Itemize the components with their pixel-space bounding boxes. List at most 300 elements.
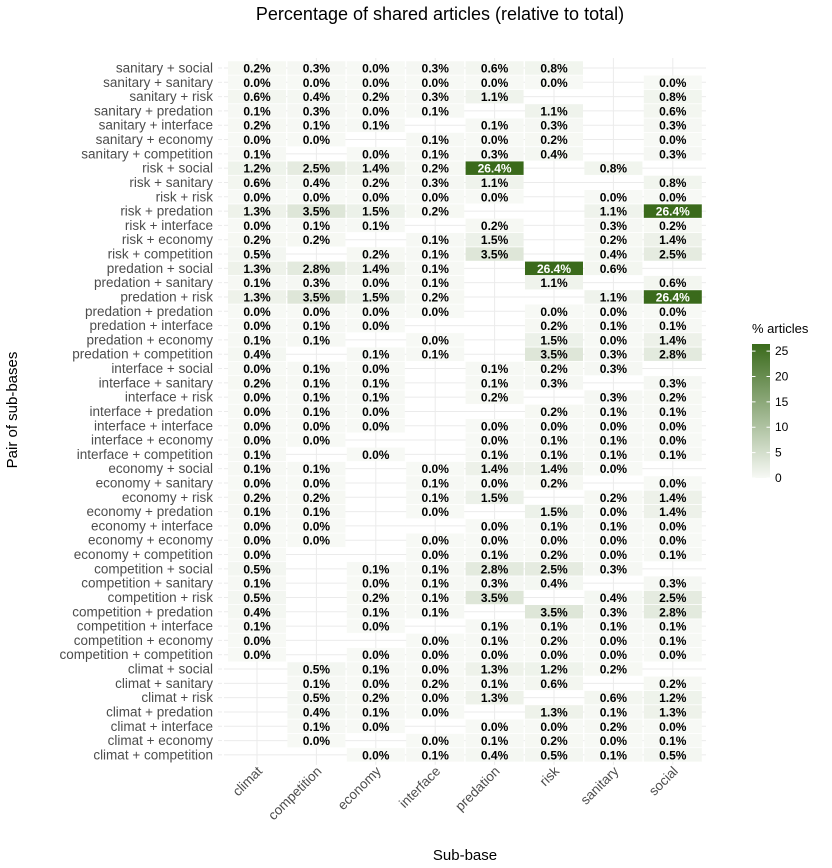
row-label: predation + social xyxy=(106,260,213,276)
cell-label: 0.1% xyxy=(540,433,568,448)
cell-label: 0.1% xyxy=(480,633,509,648)
cell-label: 0.0% xyxy=(540,75,568,90)
cell-label: 0.0% xyxy=(243,75,271,90)
cell-label: 0.0% xyxy=(421,648,449,663)
cell-label: 1.3% xyxy=(243,261,271,276)
row-label: risk + sanitary xyxy=(129,174,213,190)
cell-label: 0.1% xyxy=(659,633,687,648)
cell-label: 0.1% xyxy=(480,118,509,133)
cell-label: 0.0% xyxy=(243,648,271,663)
cell-label: 0.0% xyxy=(659,476,687,491)
cell-label: 0.1% xyxy=(243,462,271,477)
cell-label: 0.0% xyxy=(302,304,331,319)
cell-label: 0.1% xyxy=(362,605,390,620)
cell-label: 0.2% xyxy=(243,490,271,505)
cell-label: 0.1% xyxy=(480,376,509,391)
cell-label: 0.0% xyxy=(659,190,687,205)
row-label: competition + interface xyxy=(76,618,213,634)
cell-label: 0.0% xyxy=(540,419,568,434)
cell-label: 0.6% xyxy=(599,261,628,276)
cell-label: 0.0% xyxy=(362,404,390,419)
cell-label: 3.5% xyxy=(480,590,509,605)
cell-label: 0.0% xyxy=(243,133,271,148)
cell-label: 0.1% xyxy=(480,619,509,634)
cell-label: 2.5% xyxy=(540,562,568,577)
cell-label: 0.1% xyxy=(302,390,331,405)
cell-label: 0.4% xyxy=(599,247,628,262)
cell-label: 0.0% xyxy=(659,419,687,434)
cell-label: 0.1% xyxy=(421,147,449,162)
cell-label: 0.1% xyxy=(302,462,331,477)
cell-label: 0.1% xyxy=(421,605,449,620)
cell-label: 0.5% xyxy=(243,562,271,577)
cell-label: 0.0% xyxy=(540,304,568,319)
row-label: climat + competition xyxy=(93,747,213,763)
cell-label: 0.0% xyxy=(362,447,390,462)
legend-tick-label: 5 xyxy=(775,445,782,460)
cell-label: 0.0% xyxy=(480,648,509,663)
cell-label: 0.1% xyxy=(659,404,687,419)
cell-label: 0.1% xyxy=(421,104,449,119)
cell-label: 0.1% xyxy=(302,404,331,419)
cell-label: 0.3% xyxy=(480,576,509,591)
cell-label: 0.0% xyxy=(362,147,390,162)
cell-label: 0.0% xyxy=(659,519,687,534)
cell-label: 0.1% xyxy=(480,362,509,377)
cell-label: 0.2% xyxy=(421,290,449,305)
cell-label: 0.0% xyxy=(421,691,449,706)
y-axis-tick-labels xyxy=(60,61,222,763)
row-label: interface + predation xyxy=(89,403,213,419)
cell-label: 2.5% xyxy=(659,247,687,262)
cell-label: 0.4% xyxy=(302,90,331,105)
cell-label: 2.5% xyxy=(302,161,331,176)
cell-label: 1.4% xyxy=(659,333,687,348)
cell-label: 0.0% xyxy=(243,390,271,405)
cell-label: 0.3% xyxy=(599,390,628,405)
cell-label: 0.0% xyxy=(362,619,390,634)
cell-label: 0.3% xyxy=(599,605,628,620)
cell-label: 0.0% xyxy=(421,548,449,563)
cell-label: 3.5% xyxy=(540,605,568,620)
cell-label: 0.2% xyxy=(362,247,390,262)
row-label: economy + sanitary xyxy=(95,475,213,491)
cell-label: 0.1% xyxy=(243,576,271,591)
cell-label: 0.3% xyxy=(659,118,687,133)
cell-label: 0.0% xyxy=(421,75,449,90)
cell-label: 2.8% xyxy=(659,605,687,620)
cell-label: 1.2% xyxy=(243,161,271,176)
cell-label: 0.1% xyxy=(659,319,687,334)
cell-label: 0.2% xyxy=(599,490,628,505)
cell-label: 1.2% xyxy=(540,662,568,677)
cell-label: 0.0% xyxy=(421,333,449,348)
cell-label: 0.0% xyxy=(480,433,509,448)
cell-label: 1.5% xyxy=(480,233,509,248)
cell-label: 0.0% xyxy=(243,519,271,534)
cell-label: 1.4% xyxy=(362,161,390,176)
row-label: economy + predation xyxy=(86,504,213,520)
cell-label: 0.0% xyxy=(659,433,687,448)
cell-label: 0.1% xyxy=(243,619,271,634)
cell-label: 0.0% xyxy=(659,75,687,90)
cell-label: 0.2% xyxy=(540,319,568,334)
cell-label: 0.6% xyxy=(540,676,568,691)
cell-label: 0.1% xyxy=(480,676,509,691)
cell-label: 0.2% xyxy=(599,662,628,677)
cell-label: 0.4% xyxy=(243,347,271,362)
cell-label: 0.0% xyxy=(302,519,331,534)
cell-label: 0.1% xyxy=(659,447,687,462)
cell-label: 0.8% xyxy=(659,90,687,105)
cell-label: 0.0% xyxy=(302,190,331,205)
cell-label: 0.2% xyxy=(659,390,687,405)
cell-label: 0.5% xyxy=(302,662,331,677)
cell-label: 0.1% xyxy=(599,748,628,763)
cell-label: 1.3% xyxy=(540,705,568,720)
cell-label: 0.5% xyxy=(243,590,271,605)
cell-label: 0.0% xyxy=(659,719,687,734)
cell-label: 0.3% xyxy=(599,562,628,577)
row-label: interface + sanitary xyxy=(98,375,213,391)
cell-label: 0.1% xyxy=(243,104,271,119)
cell-label: 0.0% xyxy=(421,462,449,477)
row-label: risk + risk xyxy=(155,189,213,205)
cell-label: 0.2% xyxy=(659,676,687,691)
cell-label: 0.1% xyxy=(421,233,449,248)
cell-label: 0.0% xyxy=(243,533,271,548)
cell-label: 0.1% xyxy=(362,118,390,133)
cell-label: 0.6% xyxy=(243,90,271,105)
row-label: climat + interface xyxy=(110,718,213,734)
cell-label: 0.1% xyxy=(421,347,449,362)
row-label: climat + predation xyxy=(106,704,213,720)
cell-label: 2.8% xyxy=(659,347,687,362)
cell-label: 1.1% xyxy=(599,290,628,305)
cell-label: 3.5% xyxy=(540,347,568,362)
row-label: climat + risk xyxy=(141,690,213,706)
legend-tick-label: 0 xyxy=(775,471,782,485)
cell-label: 2.8% xyxy=(480,562,509,577)
cell-label: 0.1% xyxy=(599,319,628,334)
cell-label: 0.0% xyxy=(540,533,568,548)
cell-label: 0.0% xyxy=(599,633,628,648)
cell-label: 1.4% xyxy=(362,261,390,276)
cell-label: 2.5% xyxy=(659,590,687,605)
cell-label: 0.0% xyxy=(362,61,390,76)
row-label: risk + social xyxy=(142,160,213,176)
cell-label: 0.4% xyxy=(302,705,331,720)
cell-label: 0.0% xyxy=(659,133,687,148)
cell-label: 0.1% xyxy=(421,590,449,605)
row-label: sanitary + competition xyxy=(81,146,213,162)
cell-label: 0.0% xyxy=(480,519,509,534)
cell-label: 0.6% xyxy=(243,175,271,190)
cell-label: 1.3% xyxy=(659,705,687,720)
column-label: interface xyxy=(396,763,444,811)
cell-label: 0.2% xyxy=(599,719,628,734)
cell-label: 0.0% xyxy=(362,362,390,377)
cell-label: 0.1% xyxy=(362,376,390,391)
y-axis-title: Pair of sub-bases xyxy=(4,351,21,469)
cell-label: 0.1% xyxy=(599,519,628,534)
cell-label: 1.4% xyxy=(540,462,568,477)
cell-label: 0.1% xyxy=(362,705,390,720)
row-label: predation + predation xyxy=(85,303,213,319)
cell-label: 0.4% xyxy=(540,147,568,162)
row-label: risk + interface xyxy=(124,217,213,233)
cell-label: 0.2% xyxy=(302,233,331,248)
cell-label: 0.1% xyxy=(599,447,628,462)
cell-label: 0.1% xyxy=(599,619,628,634)
row-label: risk + economy xyxy=(121,232,213,248)
cell-label: 0.0% xyxy=(302,133,331,148)
cell-label: 0.4% xyxy=(243,605,271,620)
cell-label: 0.3% xyxy=(540,118,568,133)
column-label: predation xyxy=(452,763,503,814)
cell-label: 0.1% xyxy=(659,619,687,634)
cell-label: 0.0% xyxy=(599,648,628,663)
cell-label: 0.0% xyxy=(421,190,449,205)
cell-label: 0.1% xyxy=(362,347,390,362)
cell-label: 0.1% xyxy=(599,404,628,419)
cell-label: 1.5% xyxy=(362,290,390,305)
cell-label: 0.0% xyxy=(421,505,449,520)
cell-label: 26.4% xyxy=(655,290,690,305)
cell-label: 0.1% xyxy=(302,719,331,734)
cell-label: 0.2% xyxy=(540,734,568,749)
legend-colorbar xyxy=(752,344,770,478)
cell-label: 0.0% xyxy=(599,190,628,205)
cell-label: 0.1% xyxy=(302,362,331,377)
cell-label: 0.0% xyxy=(302,533,331,548)
row-label: economy + economy xyxy=(88,532,213,548)
cell-label: 0.0% xyxy=(659,533,687,548)
cell-label: 0.1% xyxy=(362,662,390,677)
cell-label: 0.0% xyxy=(362,748,390,763)
row-label: competition + sanitary xyxy=(81,575,213,591)
cell-label: 1.4% xyxy=(659,505,687,520)
cell-label: 0.1% xyxy=(302,218,331,233)
cell-label: 0.2% xyxy=(421,676,449,691)
cell-label: 0.3% xyxy=(659,376,687,391)
cell-label: 0.0% xyxy=(243,190,271,205)
cell-label: 1.1% xyxy=(540,276,568,291)
cell-label: 0.6% xyxy=(659,276,687,291)
cell-label: 0.0% xyxy=(362,719,390,734)
cell-label: 0.0% xyxy=(362,104,390,119)
row-label: predation + interface xyxy=(89,318,213,334)
cell-label: 0.2% xyxy=(599,233,628,248)
cell-label: 0.0% xyxy=(302,419,331,434)
cell-label: 0.2% xyxy=(421,204,449,219)
column-label: social xyxy=(645,763,681,799)
row-label: sanitary + sanitary xyxy=(103,74,213,90)
cell-label: 0.0% xyxy=(243,419,271,434)
cell-label: 26.4% xyxy=(655,204,690,219)
cell-label: 0.4% xyxy=(480,748,509,763)
cell-label: 0.2% xyxy=(540,404,568,419)
cell-label: 0.3% xyxy=(659,576,687,591)
legend-title: % articles xyxy=(752,321,809,336)
cell-label: 0.6% xyxy=(480,61,509,76)
cell-label: 0.4% xyxy=(599,590,628,605)
cell-label: 0.3% xyxy=(599,362,628,377)
cell-label: 0.0% xyxy=(421,705,449,720)
cell-label: 0.1% xyxy=(362,562,390,577)
row-label: climat + sanitary xyxy=(115,675,213,691)
row-label: competition + competition xyxy=(59,647,213,663)
row-label: competition + risk xyxy=(107,589,213,605)
cell-label: 0.0% xyxy=(659,648,687,663)
cell-label: 0.2% xyxy=(421,161,449,176)
cell-label: 0.0% xyxy=(599,304,628,319)
cell-label: 0.3% xyxy=(421,90,449,105)
cell-label: 0.0% xyxy=(302,734,331,749)
cell-label: 0.1% xyxy=(302,505,331,520)
cell-label: 0.0% xyxy=(599,734,628,749)
cell-label: 0.0% xyxy=(480,719,509,734)
cell-label: 0.1% xyxy=(302,676,331,691)
row-label: economy + risk xyxy=(121,489,213,505)
cell-label: 0.2% xyxy=(480,218,509,233)
row-label: predation + sanitary xyxy=(94,275,213,291)
cell-label: 0.1% xyxy=(243,505,271,520)
cell-label: 0.0% xyxy=(480,133,509,148)
cell-label: 0.1% xyxy=(540,447,568,462)
row-label: sanitary + interface xyxy=(98,117,213,133)
cell-label: 1.4% xyxy=(480,462,509,477)
cell-label: 0.3% xyxy=(302,61,331,76)
cell-label: 1.4% xyxy=(659,490,687,505)
cell-label: 0.1% xyxy=(421,476,449,491)
cell-label: 0.2% xyxy=(362,90,390,105)
cell-label: 0.1% xyxy=(480,447,509,462)
row-label: competition + economy xyxy=(73,632,213,648)
cell-label: 0.1% xyxy=(659,548,687,563)
cell-label: 1.3% xyxy=(480,691,509,706)
row-label: interface + competition xyxy=(76,446,213,462)
cell-label: 0.8% xyxy=(599,161,628,176)
cell-label: 0.8% xyxy=(659,175,687,190)
cell-label: 0.0% xyxy=(659,304,687,319)
cell-label: 0.1% xyxy=(243,333,271,348)
cell-label: 1.1% xyxy=(480,90,509,105)
cell-label: 0.0% xyxy=(421,662,449,677)
cell-label: 0.0% xyxy=(421,633,449,648)
cell-label: 0.2% xyxy=(362,691,390,706)
cell-label: 0.8% xyxy=(540,61,568,76)
cell-label: 0.1% xyxy=(421,576,449,591)
cell-label: 0.5% xyxy=(302,691,331,706)
cell-label: 0.0% xyxy=(302,75,331,90)
cell-label: 0.0% xyxy=(362,576,390,591)
cell-label: 1.3% xyxy=(243,204,271,219)
cell-label: 3.5% xyxy=(302,290,331,305)
cell-label: 1.1% xyxy=(599,204,628,219)
cell-label: 0.2% xyxy=(540,133,568,148)
cell-label: 0.3% xyxy=(599,218,628,233)
cell-label: 1.1% xyxy=(540,104,568,119)
cell-label: 0.2% xyxy=(480,390,509,405)
column-label: climat xyxy=(229,763,266,800)
x-axis-title: Sub-base xyxy=(432,847,498,864)
cell-label: 1.3% xyxy=(243,290,271,305)
cell-label: 0.1% xyxy=(243,447,271,462)
cell-label: 0.2% xyxy=(540,362,568,377)
cell-label: 0.1% xyxy=(540,619,568,634)
cell-label: 0.0% xyxy=(243,319,271,334)
cell-label: 0.5% xyxy=(540,748,568,763)
cell-label: 0.2% xyxy=(243,376,271,391)
cell-label: 0.1% xyxy=(421,562,449,577)
cell-label: 0.0% xyxy=(421,533,449,548)
cell-label: 0.0% xyxy=(421,734,449,749)
cell-label: 0.0% xyxy=(480,533,509,548)
cell-label: 0.4% xyxy=(540,576,568,591)
row-label: predation + economy xyxy=(86,332,213,348)
cell-label: 0.1% xyxy=(659,734,687,749)
cell-label: 0.0% xyxy=(599,419,628,434)
cell-label: 0.1% xyxy=(480,548,509,563)
row-label: interface + risk xyxy=(124,389,213,405)
row-label: sanitary + risk xyxy=(129,89,213,105)
cell-label: 0.1% xyxy=(421,748,449,763)
row-label: climat + economy xyxy=(107,733,213,749)
row-label: economy + competition xyxy=(73,547,213,563)
cell-label: 0.2% xyxy=(302,490,331,505)
row-label: economy + interface xyxy=(91,518,213,534)
cell-label: 0.6% xyxy=(599,691,628,706)
cell-label: 0.2% xyxy=(362,175,390,190)
cell-label: 0.0% xyxy=(362,648,390,663)
cell-label: 0.2% xyxy=(362,590,390,605)
cell-label: 26.4% xyxy=(536,261,572,276)
cell-label: 0.2% xyxy=(659,218,687,233)
cell-label: 0.2% xyxy=(540,548,568,563)
cell-label: 0.0% xyxy=(243,476,271,491)
row-label: sanitary + predation xyxy=(94,103,213,119)
cell-label: 0.0% xyxy=(362,419,390,434)
cell-label: 0.0% xyxy=(540,719,568,734)
cell-label: 0.1% xyxy=(421,247,449,262)
cell-label: 0.1% xyxy=(243,147,271,162)
cell-label: 0.0% xyxy=(302,476,331,491)
cell-label: 2.8% xyxy=(302,261,331,276)
cell-label: 0.1% xyxy=(421,276,449,291)
color-legend xyxy=(752,321,809,485)
row-label: sanitary + social xyxy=(115,60,213,76)
row-label: risk + competition xyxy=(107,246,213,262)
cell-label: 1.5% xyxy=(540,505,568,520)
column-label: competition xyxy=(265,763,325,823)
cell-label: 3.5% xyxy=(480,247,509,262)
cell-label: 0.2% xyxy=(540,633,568,648)
legend-tick-label: 25 xyxy=(775,344,789,359)
cell-label: 0.3% xyxy=(421,175,449,190)
row-label: predation + competition xyxy=(72,346,213,362)
column-label: sanitary xyxy=(577,763,622,808)
cell-label: 0.0% xyxy=(599,505,628,520)
cell-label: 0.3% xyxy=(421,61,449,76)
column-label: economy xyxy=(334,763,384,813)
cell-label: 0.1% xyxy=(302,319,331,334)
cell-label: 1.5% xyxy=(480,490,509,505)
row-label: sanitary + economy xyxy=(95,132,213,148)
cell-label: 0.0% xyxy=(540,648,568,663)
cell-label: 1.4% xyxy=(659,233,687,248)
cell-label: 0.0% xyxy=(243,404,271,419)
